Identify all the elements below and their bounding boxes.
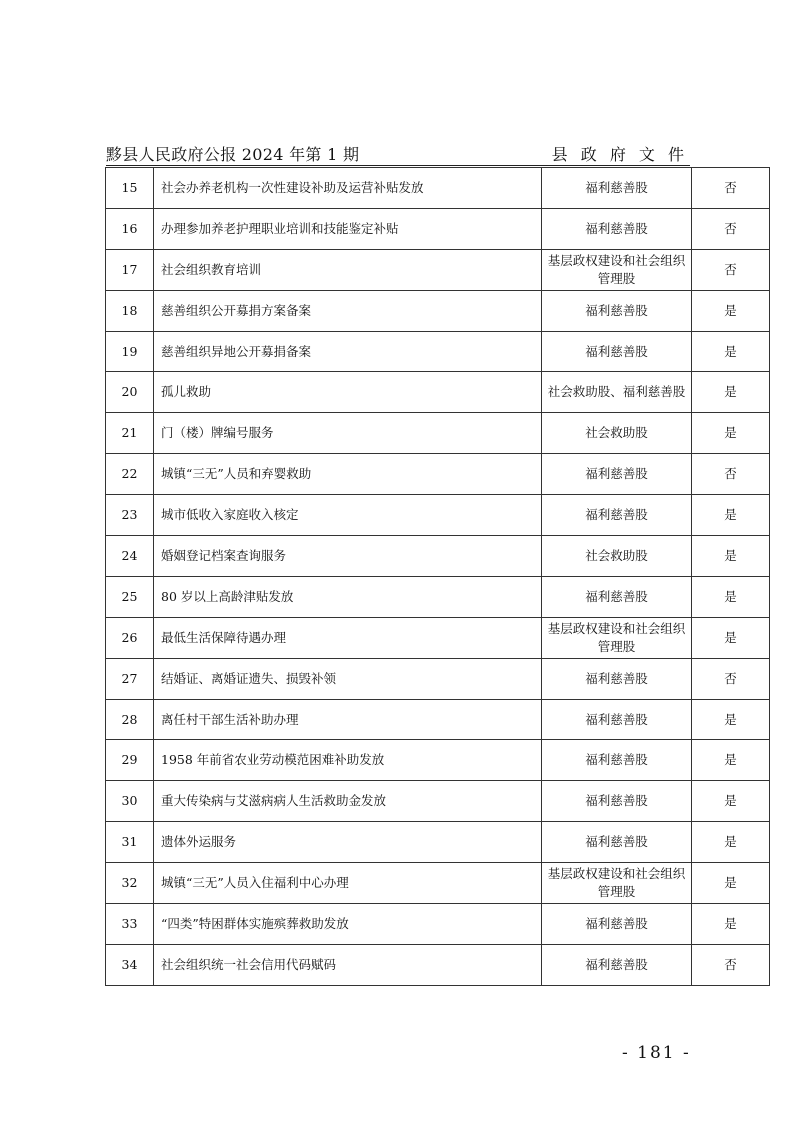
row-number: 20 — [106, 372, 154, 413]
yes-no-flag: 是 — [692, 863, 770, 904]
service-name: 遗体外运服务 — [154, 822, 542, 863]
row-number: 28 — [106, 699, 154, 740]
service-name: 孤儿救助 — [154, 372, 542, 413]
table-row — [106, 617, 770, 658]
yes-no-flag: 否 — [692, 454, 770, 495]
service-name: 80 岁以上高龄津贴发放 — [154, 576, 542, 617]
table-row — [106, 454, 770, 495]
table-row — [106, 576, 770, 617]
department: 基层政权建设和社会组织管理股 — [542, 863, 692, 904]
table-row — [106, 168, 770, 209]
service-name: “四类”特困群体实施殡葬救助发放 — [154, 904, 542, 945]
yes-no-flag: 是 — [692, 536, 770, 577]
yes-no-flag: 否 — [692, 208, 770, 249]
yes-no-flag: 是 — [692, 413, 770, 454]
yes-no-flag: 是 — [692, 372, 770, 413]
service-name: 重大传染病与艾滋病病人生活救助金发放 — [154, 781, 542, 822]
department: 社会救助股 — [542, 413, 692, 454]
department: 社会救助股、福利慈善股 — [542, 372, 692, 413]
service-name: 城市低收入家庭收入核定 — [154, 495, 542, 536]
department: 福利慈善股 — [542, 576, 692, 617]
yes-no-flag: 是 — [692, 781, 770, 822]
service-name: 办理参加养老护理职业培训和技能鉴定补贴 — [154, 208, 542, 249]
department: 福利慈善股 — [542, 781, 692, 822]
department: 社会救助股 — [542, 536, 692, 577]
yes-no-flag: 是 — [692, 617, 770, 658]
table-row — [106, 740, 770, 781]
department: 福利慈善股 — [542, 699, 692, 740]
table-row — [106, 658, 770, 699]
yes-no-flag: 是 — [692, 822, 770, 863]
section-title: 县 政 府 文 件 — [551, 145, 688, 164]
table-row — [106, 413, 770, 454]
service-name: 最低生活保障待遇办理 — [154, 617, 542, 658]
yes-no-flag: 是 — [692, 495, 770, 536]
service-name: 1958 年前省农业劳动模范困难补助发放 — [154, 740, 542, 781]
service-table — [105, 167, 770, 986]
table-row — [106, 249, 770, 290]
table-row — [106, 495, 770, 536]
table-row — [106, 536, 770, 577]
table-row — [106, 904, 770, 945]
yes-no-flag: 是 — [692, 699, 770, 740]
row-number: 25 — [106, 576, 154, 617]
service-name: 社会组织教育培训 — [154, 249, 542, 290]
row-number: 34 — [106, 944, 154, 985]
table-row — [106, 822, 770, 863]
row-number: 26 — [106, 617, 154, 658]
page-number: - 181 - — [622, 1043, 691, 1063]
row-number: 15 — [106, 168, 154, 209]
row-number: 32 — [106, 863, 154, 904]
service-name: 城镇“三无”人员和弃婴救助 — [154, 454, 542, 495]
table-row — [106, 208, 770, 249]
service-name: 慈善组织公开募捐方案备案 — [154, 290, 542, 331]
yes-no-flag: 否 — [692, 658, 770, 699]
row-number: 24 — [106, 536, 154, 577]
row-number: 33 — [106, 904, 154, 945]
row-number: 31 — [106, 822, 154, 863]
department: 基层政权建设和社会组织管理股 — [542, 617, 692, 658]
department: 福利慈善股 — [542, 290, 692, 331]
yes-no-flag: 是 — [692, 576, 770, 617]
yes-no-flag: 是 — [692, 740, 770, 781]
department: 福利慈善股 — [542, 331, 692, 372]
yes-no-flag: 否 — [692, 249, 770, 290]
table-row — [106, 781, 770, 822]
yes-no-flag: 是 — [692, 290, 770, 331]
row-number: 30 — [106, 781, 154, 822]
table-row — [106, 944, 770, 985]
page-header — [106, 141, 690, 166]
row-number: 16 — [106, 208, 154, 249]
service-name: 离任村干部生活补助办理 — [154, 699, 542, 740]
department: 福利慈善股 — [542, 740, 692, 781]
table-row — [106, 863, 770, 904]
table-row — [106, 372, 770, 413]
department: 福利慈善股 — [542, 208, 692, 249]
service-name: 城镇“三无”人员入住福利中心办理 — [154, 863, 542, 904]
department: 福利慈善股 — [542, 904, 692, 945]
row-number: 22 — [106, 454, 154, 495]
table-row — [106, 699, 770, 740]
yes-no-flag: 是 — [692, 904, 770, 945]
table-row — [106, 331, 770, 372]
row-number: 27 — [106, 658, 154, 699]
row-number: 21 — [106, 413, 154, 454]
service-name: 结婚证、离婚证遗失、损毁补领 — [154, 658, 542, 699]
yes-no-flag: 是 — [692, 331, 770, 372]
department: 福利慈善股 — [542, 495, 692, 536]
row-number: 23 — [106, 495, 154, 536]
department: 基层政权建设和社会组织管理股 — [542, 249, 692, 290]
row-number: 17 — [106, 249, 154, 290]
service-name: 社会组织统一社会信用代码赋码 — [154, 944, 542, 985]
department: 福利慈善股 — [542, 168, 692, 209]
table-row — [106, 290, 770, 331]
service-name: 社会办养老机构一次性建设补助及运营补贴发放 — [154, 168, 542, 209]
yes-no-flag: 否 — [692, 168, 770, 209]
department: 福利慈善股 — [542, 658, 692, 699]
row-number: 18 — [106, 290, 154, 331]
yes-no-flag: 否 — [692, 944, 770, 985]
department: 福利慈善股 — [542, 822, 692, 863]
department: 福利慈善股 — [542, 454, 692, 495]
department: 福利慈善股 — [542, 944, 692, 985]
bulletin-title: 黟县人民政府公报 2024 年第 1 期 — [106, 145, 360, 164]
service-name: 婚姻登记档案查询服务 — [154, 536, 542, 577]
service-name: 慈善组织异地公开募捐备案 — [154, 331, 542, 372]
row-number: 19 — [106, 331, 154, 372]
service-name: 门（楼）牌编号服务 — [154, 413, 542, 454]
row-number: 29 — [106, 740, 154, 781]
